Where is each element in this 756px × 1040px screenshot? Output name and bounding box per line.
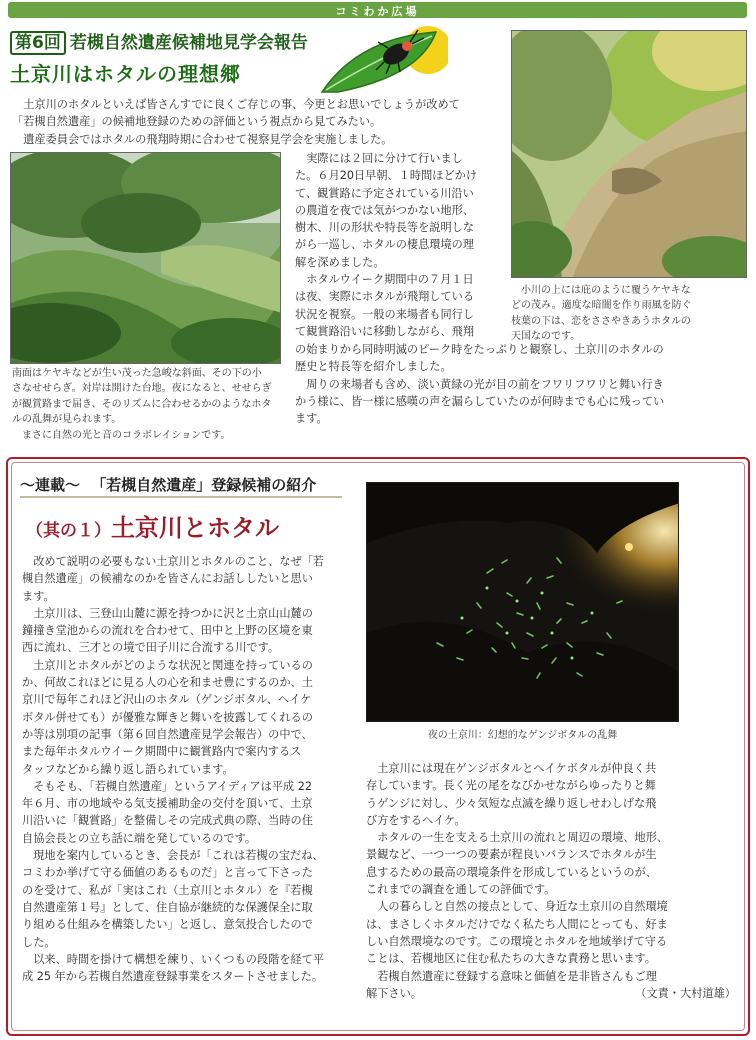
night-photo-caption: 夜の土京川：幻想的なゲンジボタルの乱舞 (427, 730, 618, 741)
article2-right-column (366, 760, 740, 1002)
article2-right-line: は、まさしくホタルだけでなく私たち人間にとっても、好ま (366, 917, 668, 931)
article2-line: コミわか挙げて守る価値のあるものだ」と言って下さった (22, 866, 313, 880)
article2-line: 槻自然遺産」の候補なのかを皆さんにお話ししたいと思い (22, 572, 313, 586)
article2-line: 以来、時間を掛けて構想を練り、いくつもの段階を経て平 (33, 952, 325, 966)
article1-wide-line: かう様に、皆一様に感嘆の声を漏らしていたのが何時までも心に残ってい (295, 394, 665, 408)
article2-line: 京川で毎年これほど沢山のホタル（ゲンジボタル、ヘイケ (22, 693, 312, 707)
caption-right-line: どの茂み。適度な暗闇を作り雨風を防ぐ (511, 300, 692, 312)
caption-left-line: まさに自然の光と音のコラボレイションです。 (22, 429, 231, 441)
article2-right-line: 景観など、一つ一つの要素が程良いバランスでホタルが生 (366, 848, 657, 862)
article2-left-column (22, 553, 352, 985)
article2-right-line: これまでの調査を通しての評価です。 (366, 883, 556, 897)
series-heading (20, 474, 316, 495)
article2-line: ます。 (22, 589, 55, 603)
section-banner (8, 2, 747, 18)
article1-intro-line: 遺産委員会ではホタルの飛翔時期に合わせて視察見学会を実施しました。 (23, 132, 393, 146)
article2-line: 土京川とホタルがどのような状況と関連を持っているの (33, 658, 313, 672)
article2-line: 年６月、市の地域やる気支援補助金の交付を頂いて、土京 (22, 797, 313, 811)
article2-line: そもそも、「若槻自然遺産」というアイディアは平成 22 (33, 779, 312, 793)
article2-line: タッフなどから繰り返し語られています。 (22, 762, 234, 776)
article1-title-main: 若槻自然遺産候補地見学会報告 (69, 33, 308, 53)
article2-line: 自然遺産第１号』として、住自協が継続的な保護保全に取 (22, 900, 313, 914)
article2-line: 土京川は、三登山山麓に源を持つかに沢と土京山山麓の (33, 606, 313, 620)
article1-col-line: て観賞路沿いに移動しながら、飛翔 (295, 324, 475, 338)
article2-line: 成 25 年から若槻自然遺産登録事業をスタートさせました。 (22, 970, 324, 984)
article1-wide-line: 周りの来場者も含め、淡い黄緑の光が目の前をフワリフワリと舞い行き (306, 377, 664, 391)
article2-right-line: 息するための最高の環境条件を形成しているというのが、 (366, 865, 657, 879)
article1-wide-line: ます。 (295, 412, 328, 426)
article2-right-line: 存しています。長く光の尾をなびかせながらゆったりと舞 (366, 779, 656, 793)
caption-right (511, 283, 749, 345)
photo-night-fireflies (366, 482, 679, 722)
caption-left-line: さなせせらぎ。対岸は開けた台地。夜になると、せせらぎ (12, 383, 272, 395)
article2-right-line: 若槻自然遺産に登録する意味と価値を是非皆さんもご理 (377, 969, 657, 983)
article1-col-line: 実際には２回に分けて行いまし (306, 152, 463, 165)
article1-title-prefix: 第6回 (10, 31, 66, 55)
article2-line: 自協会長との立ち話に端を発しているのです。 (22, 831, 257, 845)
article1-title (10, 28, 308, 55)
article2-right-line: しい自然環境なのです。この環境とホタルを地域挙げて守る (366, 934, 668, 948)
article2-title-main: 土京川とホタル (111, 513, 279, 542)
photo-stream-slope (10, 152, 281, 364)
article2-line: 現地を案内しているとき、会長が「これは若槻の宝だね、 (33, 849, 324, 863)
article1-col-line: は夜、実際にホタルが飛翔している (295, 290, 475, 304)
article1-col-line: がら一巡し、ホタルの棲息環境の理 (295, 238, 475, 252)
article2-line: ボタル併せても）が優雅な輝きと舞いを披露してくれるの (22, 710, 313, 724)
article2-line: また毎年ホタルウイーク期間中に観賞路内で案内するス (22, 745, 302, 759)
article2-line: 川沿いに「観賞路」を整備しその完成式典の際、当時の住 (22, 814, 313, 828)
article1-col-line: 解を深めました。 (295, 255, 385, 269)
caption-left-line: ルの乱舞が見られます。 (12, 414, 122, 426)
article1-intro-line: 「若槻自然遺産」の候補地登録のための評価という視点から見てみたい。 (12, 115, 382, 129)
article2-line: 西に流れ、三才との境で田子川に合流する川です。 (22, 641, 280, 655)
photo-stream-canopy (511, 30, 747, 278)
series-title: 「若槻自然遺産」登録候補の紹介 (91, 476, 317, 494)
article1-column (295, 150, 500, 340)
caption-right-line: 天国なのです。 (511, 331, 581, 343)
article2-line: 改めて説明の必要もない土京川とホタルのこと、なぜ「若 (33, 555, 325, 568)
article2-right-line: 解下さい。 (366, 986, 422, 1000)
article2-line: り組める仕組みを構築したい」と返し、意気投合したので (22, 918, 313, 932)
article2-right-line: うゲンジに対し、少々気短な点滅を繰り返しせわしげな飛 (366, 796, 657, 810)
article1-continuation (295, 341, 740, 427)
article1-col-line: の農道を夜では気がつかない地形、 (295, 203, 475, 217)
article2-line: した。 (22, 935, 56, 949)
article1-col-line: 状況を視察。一般の来場者も同行し (295, 307, 475, 321)
firefly-leaf-illustration (318, 18, 448, 96)
article1-intro-line: 土京川のホタルといえば皆さんすでに良くご存じの事、今更とお思いでしょうが改めて (23, 98, 460, 111)
article2-line: のを受けて、私が「実はこれ（土京川とホタル）を『若槻 (22, 883, 313, 897)
article2-line: か等は別項の記事（第６回自然遺産見学会報告）の中で、 (22, 727, 313, 741)
article2-credit: （文責・大村道雄） (635, 986, 736, 1000)
article1-wide-line: の始まりから同時明滅のピーク時をたっぷりと観察し、土京川のホタルの (295, 343, 664, 356)
article1-col-line: た。６月20日早朝、１時間ほどかけ (295, 169, 478, 183)
caption-left-line: が観賞路まで届き、そのリズムに合わせるかのようなホタ (12, 398, 272, 410)
article1-subtitle: 土京川はホタルの理想郷 (10, 62, 241, 86)
caption-right-line: 小川の上には庇のように覆うケヤキな (521, 285, 691, 296)
article2-right-line: 土京川には現在ゲンジボタルとヘイケボタルが仲良く共 (377, 762, 657, 775)
article2-line: か、何故これほどに見る人の心を和ませ豊にするのか、土 (22, 676, 313, 690)
article1-col-line: て、観賞路に予定されている川沿い (295, 186, 474, 200)
article2-right-line: ホタルの一生を支える土京川の流れと周辺の環境、地形、 (377, 831, 669, 845)
article2-right-line: ことは、若槻地区に住む私たちの大きな責務と思います。 (366, 952, 656, 966)
article2-line: 鐘撞き堂池からの流れを合わせて、田中と上野の区境を東 (22, 624, 313, 638)
caption-left (12, 366, 287, 443)
article2-title (26, 508, 279, 543)
series-label: ～連載～ (20, 476, 81, 494)
article2-title-number: （其の１） (26, 521, 111, 541)
article2-last-line-row (366, 985, 740, 1002)
caption-right-line: 枝葉の下は、恋をささやきあうホタルの (511, 315, 691, 327)
article1-intro (12, 96, 502, 148)
series-heading-rule (20, 496, 342, 498)
caption-left-line: 南面はケヤキなどが生い茂った急峻な斜面、その下の小 (12, 368, 262, 379)
article1-col-line: ホタルウイーク期間中の７月１日 (306, 273, 474, 287)
article1-wide-line: 歴史と特長等を紹介しました。 (295, 360, 452, 374)
article2-right-line: 人の暮らしと自然の接点として、身近な土京川の自然環境 (377, 900, 668, 914)
banner-text: コミわか広場 (335, 5, 420, 18)
article2-right-line: び方をするヘイケ。 (366, 813, 466, 827)
article1-col-line: 樹木、川の形状や特長等を説明しな (295, 221, 475, 235)
